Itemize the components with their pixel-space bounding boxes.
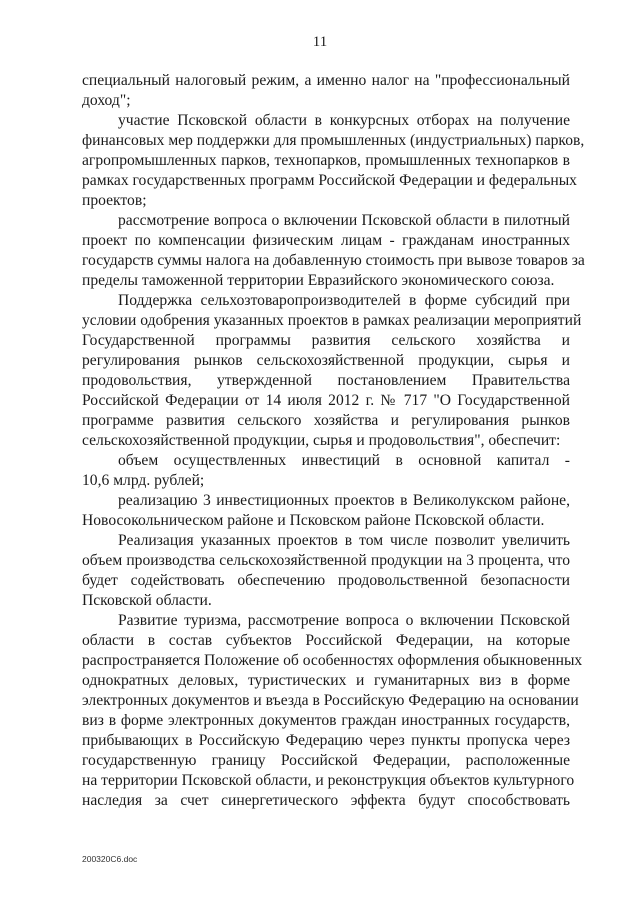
body-line: специальный налоговый режим, а именно налог на "профессиональный <box>82 72 570 89</box>
body-line: области в состав субъектов Российской Федерации, на которые <box>82 632 570 649</box>
body-line: государств суммы налога на добавленную стоимость при вывозе товаров за <box>82 252 585 269</box>
body-line: Российской Федерации от 14 июля 2012 г. № 717 "О Государственной <box>82 392 570 409</box>
body-line: виз в форме электронных документов граждан иностранных государств, <box>82 712 570 729</box>
body-line: условии одобрения указанных проектов в рамках реализации мероприятий <box>82 312 582 329</box>
body-line: регулирования рынков сельскохозяйственной продукции, сырья и <box>82 352 570 369</box>
body-line: объем производства сельскохозяйственной продукции на 3 процента, что <box>82 552 570 569</box>
body-line: Государственной программы развития сельского хозяйства и <box>82 332 570 349</box>
page-number: 11 <box>312 34 328 50</box>
body-line: рассмотрение вопроса о включении Псковской области в пилотный <box>118 212 570 229</box>
body-line: объем осуществленных инвестиций в основной капитал - <box>118 452 570 469</box>
body-line: продовольствия, утвержденной постановлением Правительства <box>82 372 570 389</box>
document-body <box>82 71 585 811</box>
body-line: на территории Псковской области, и реконструкция объектов культурного <box>82 772 575 789</box>
body-line: сельскохозяйственной продукции, сырья и продовольствия", обеспечит: <box>82 432 561 449</box>
body-line: однократных деловых, туристических и гуманитарных виз в форме <box>82 672 570 689</box>
body-line: доход"; <box>82 92 131 109</box>
body-line: Поддержка сельхозтоваропроизводителей в форме субсидий при <box>118 292 570 309</box>
body-line: Псковской области. <box>82 592 212 609</box>
body-line: 10,6 млрд. рублей; <box>82 472 205 489</box>
body-line: Новосокольническом районе и Псковском районе Псковской области. <box>82 512 545 529</box>
body-line: агропромышленных парков, технопарков, промышленных технопарков в <box>82 152 570 169</box>
body-line: программе развития сельского хозяйства и регулирования рынков <box>82 412 570 429</box>
body-line: Развитие туризма, рассмотрение вопроса о включении Псковской <box>118 612 570 629</box>
body-line: распространяется Положение об особенностях оформления обыкновенных <box>82 652 583 669</box>
body-line: наследия за счет синергетического эффекта будут способствовать <box>82 792 570 809</box>
body-line: будет содействовать обеспечению продовольственной безопасности <box>82 572 570 589</box>
body-line: участие Псковской области в конкурсных отборах на получение <box>118 112 570 129</box>
body-line: государственную границу Российской Федерации, расположенные <box>82 752 570 769</box>
body-line: финансовых мер поддержки для промышленных (индустриальных) парков, <box>82 132 585 149</box>
body-line: электронных документов и въезда в Российскую Федерацию на основании <box>82 692 579 709</box>
body-line: проектов; <box>82 192 147 209</box>
body-line: прибывающих в Российскую Федерацию через пункты пропуска через <box>82 732 570 749</box>
body-line: Реализация указанных проектов в том числе позволит увеличить <box>118 532 570 549</box>
body-line: реализацию 3 инвестиционных проектов в Великолукском районе, <box>118 492 570 509</box>
body-line: рамках государственных программ Российской Федерации и федеральных <box>82 172 577 189</box>
footer-file-code: 200320C6.doc <box>82 854 138 864</box>
body-line: проект по компенсации физическим лицам - гражданам иностранных <box>82 232 570 249</box>
body-line: пределы таможенной территории Евразийского экономического союза. <box>82 272 555 289</box>
